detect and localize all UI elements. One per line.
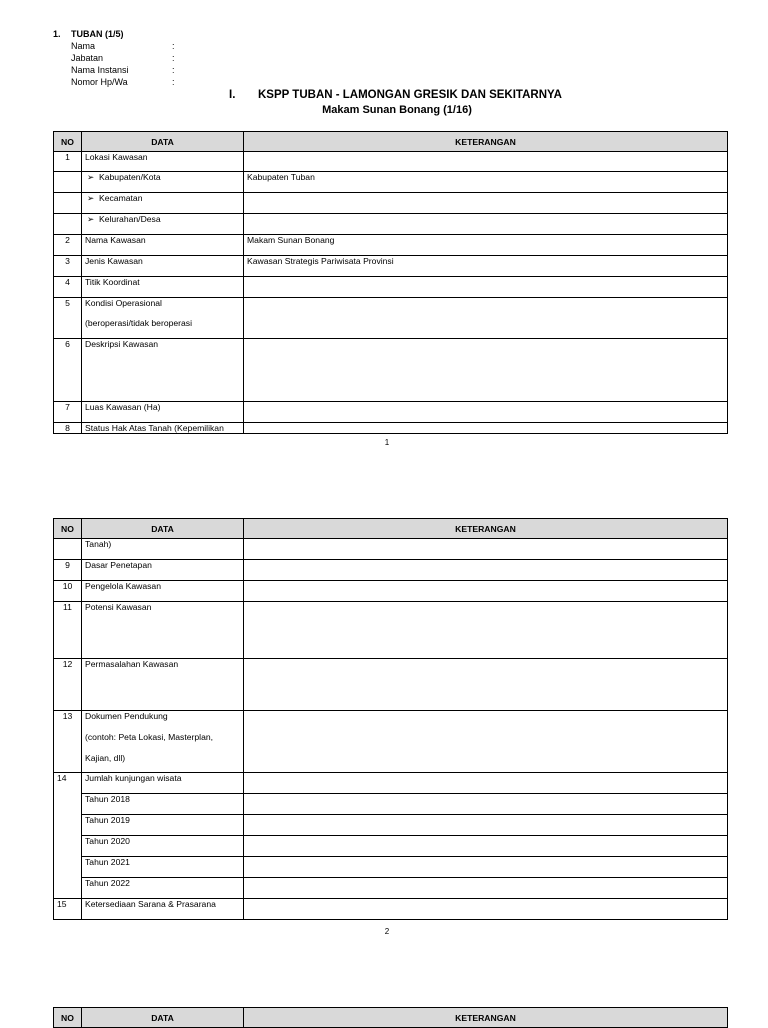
row-number xyxy=(54,836,82,857)
field-colon: : xyxy=(172,77,175,87)
section-subtitle: Makam Sunan Bonang (1/16) xyxy=(322,104,472,116)
table-row xyxy=(54,277,728,298)
table-row xyxy=(54,539,728,560)
table-row xyxy=(54,402,728,423)
row-data-label: Titik Koordinat xyxy=(82,277,244,298)
row-data-label xyxy=(82,172,244,193)
row-data-label: Tahun 2018 xyxy=(82,794,244,815)
form-table-page-3 xyxy=(53,1007,728,1028)
row-number: 15 xyxy=(54,899,82,920)
row-data-text: Kelurahan/Desa xyxy=(99,214,161,224)
table-row xyxy=(54,152,728,172)
table-row xyxy=(54,423,728,434)
respondent-title: TUBAN (1/5) xyxy=(71,29,124,39)
row-keterangan-cell[interactable] xyxy=(244,539,728,560)
table-row xyxy=(54,878,728,899)
row-data-label: Status Hak Atas Tanah (Kepemilikan xyxy=(82,423,244,434)
row-keterangan-cell[interactable] xyxy=(244,602,728,659)
row-keterangan-cell[interactable] xyxy=(244,659,728,711)
row-keterangan-cell[interactable] xyxy=(244,402,728,423)
header-data: DATA xyxy=(82,132,244,152)
row-data-label xyxy=(82,193,244,214)
row-number: 11 xyxy=(54,602,82,659)
table-row xyxy=(54,659,728,711)
arrow-bullet-icon: ➢ xyxy=(87,172,95,182)
row-data-label: Tanah) xyxy=(82,539,244,560)
section-title: KSPP TUBAN - LAMONGAN GRESIK DAN SEKITARNYA xyxy=(258,89,562,101)
row-number xyxy=(54,539,82,560)
table-row xyxy=(54,256,728,277)
row-number xyxy=(54,857,82,878)
row-keterangan-cell[interactable] xyxy=(244,794,728,815)
field-label-instansi: Nama Instansi xyxy=(71,65,129,75)
row-data-text-line-3: Kajian, dll) xyxy=(85,753,126,763)
page-number: 1 xyxy=(384,438,390,447)
row-number xyxy=(54,878,82,899)
row-number: 3 xyxy=(54,256,82,277)
row-data-text: Kabupaten/Kota xyxy=(99,172,161,182)
field-label-nama: Nama xyxy=(71,41,96,51)
row-data-label: Jenis Kawasan xyxy=(82,256,244,277)
row-data-label: Potensi Kawasan xyxy=(82,602,244,659)
table-row xyxy=(54,602,728,659)
row-keterangan-cell[interactable] xyxy=(244,560,728,581)
table-row xyxy=(54,711,728,773)
table-row xyxy=(54,560,728,581)
row-data-label xyxy=(82,711,244,773)
header-keterangan: KETERANGAN xyxy=(244,132,728,152)
table-row xyxy=(54,235,728,256)
row-number xyxy=(54,794,82,815)
row-number xyxy=(54,214,82,235)
row-number: 6 xyxy=(54,339,82,402)
row-number xyxy=(54,172,82,193)
arrow-bullet-icon: ➢ xyxy=(87,214,95,224)
row-number: 5 xyxy=(54,298,82,339)
header-data: DATA xyxy=(82,519,244,539)
table-row xyxy=(54,214,728,235)
row-data-label: Dasar Penetapan xyxy=(82,560,244,581)
row-data-label xyxy=(82,214,244,235)
row-number xyxy=(54,193,82,214)
row-keterangan-cell[interactable] xyxy=(244,857,728,878)
row-keterangan-cell[interactable] xyxy=(244,277,728,298)
table-row xyxy=(54,899,728,920)
table-row xyxy=(54,815,728,836)
form-table-page-2 xyxy=(53,518,728,920)
row-keterangan-cell[interactable] xyxy=(244,711,728,773)
row-number: 13 xyxy=(54,711,82,773)
table-row xyxy=(54,172,728,193)
table-row xyxy=(54,581,728,602)
header-no: NO xyxy=(54,1008,82,1028)
row-data-text: Kecamatan xyxy=(99,193,143,203)
row-number: 1 xyxy=(54,152,82,172)
row-number: 10 xyxy=(54,581,82,602)
section-roman-numeral: I. xyxy=(229,89,236,101)
field-colon: : xyxy=(172,53,175,63)
row-number: 9 xyxy=(54,560,82,581)
arrow-bullet-icon: ➢ xyxy=(87,193,95,203)
row-number: 8 xyxy=(54,423,82,434)
header-no: NO xyxy=(54,132,82,152)
table-row xyxy=(54,836,728,857)
row-keterangan-cell[interactable] xyxy=(244,339,728,402)
row-number xyxy=(54,815,82,836)
row-data-label: Pengelola Kawasan xyxy=(82,581,244,602)
table-row xyxy=(54,857,728,878)
row-data-label: Permasalahan Kawasan xyxy=(82,659,244,711)
header-keterangan: KETERANGAN xyxy=(244,519,728,539)
form-table-page-1 xyxy=(53,131,728,434)
row-data-label xyxy=(82,298,244,339)
row-data-label: Ketersediaan Sarana & Prasarana xyxy=(82,899,244,920)
row-data-label: Tahun 2020 xyxy=(82,836,244,857)
row-data-text-line-2: (contoh: Peta Lokasi, Masterplan, xyxy=(85,732,214,742)
row-data-label: Tahun 2019 xyxy=(82,815,244,836)
header-no: NO xyxy=(54,519,82,539)
row-number: 2 xyxy=(54,235,82,256)
row-data-label: Tahun 2021 xyxy=(82,857,244,878)
row-data-label: Luas Kawasan (Ha) xyxy=(82,402,244,423)
row-data-label: Lokasi Kawasan xyxy=(82,152,244,172)
field-label-hp: Nomor Hp/Wa xyxy=(71,77,128,87)
table-row xyxy=(54,773,728,794)
row-number: 14 xyxy=(54,773,82,794)
row-keterangan-cell[interactable] xyxy=(244,878,728,899)
field-label-jabatan: Jabatan xyxy=(71,53,104,63)
row-number: 12 xyxy=(54,659,82,711)
row-keterangan-cell[interactable]: Makam Sunan Bonang xyxy=(244,235,728,256)
header-keterangan: KETERANGAN xyxy=(244,1008,728,1028)
row-keterangan-cell[interactable] xyxy=(244,836,728,857)
table-row xyxy=(54,193,728,214)
row-number: 4 xyxy=(54,277,82,298)
row-data-label: Jumlah kunjungan wisata xyxy=(82,773,244,794)
page-number: 2 xyxy=(384,927,390,936)
row-data-label: Nama Kawasan xyxy=(82,235,244,256)
row-data-text: Kondisi Operasional xyxy=(85,298,162,308)
row-data-text: Dokumen Pendukung xyxy=(85,711,168,721)
row-keterangan-cell[interactable] xyxy=(244,581,728,602)
field-colon: : xyxy=(172,65,175,75)
table-row xyxy=(54,298,728,339)
row-keterangan-cell[interactable] xyxy=(244,815,728,836)
respondent-number: 1. xyxy=(53,29,61,39)
table-row xyxy=(54,794,728,815)
table-row xyxy=(54,339,728,402)
row-data-label: Tahun 2022 xyxy=(82,878,244,899)
row-keterangan-cell[interactable] xyxy=(244,423,728,434)
row-keterangan-cell[interactable]: Kabupaten Tuban xyxy=(244,172,728,193)
row-keterangan-cell[interactable]: Kawasan Strategis Pariwisata Provinsi xyxy=(244,256,728,277)
row-keterangan-cell[interactable] xyxy=(244,298,728,339)
row-keterangan-cell[interactable] xyxy=(244,152,728,172)
row-keterangan-cell[interactable] xyxy=(244,193,728,214)
row-keterangan-cell[interactable] xyxy=(244,214,728,235)
row-number: 7 xyxy=(54,402,82,423)
row-keterangan-cell[interactable] xyxy=(244,773,728,794)
row-data-label: Deskripsi Kawasan xyxy=(82,339,244,402)
field-colon: : xyxy=(172,41,175,51)
row-keterangan-cell[interactable] xyxy=(244,899,728,920)
header-data: DATA xyxy=(82,1008,244,1028)
row-data-text-line-2: (beroperasi/tidak beroperasi xyxy=(85,318,193,328)
